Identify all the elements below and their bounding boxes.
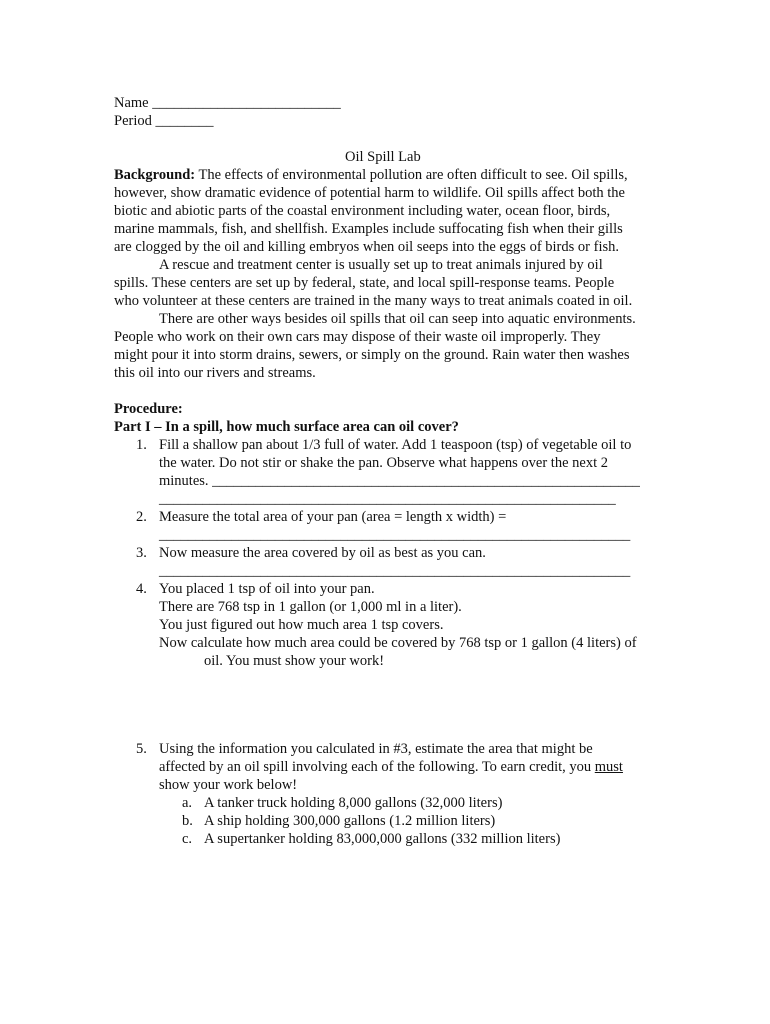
item-number: 1. (136, 437, 147, 453)
must-emphasis: must (594, 759, 623, 775)
item-text: Measure the total area of your pan (area = length x width) = (159, 509, 507, 525)
background-line: spills. These centers are set up by federal, state, and local spill-response teams. People (114, 275, 615, 291)
subitem-letter: c. (182, 831, 193, 847)
item-number: 2. (136, 509, 147, 525)
item-number: 4. (136, 581, 147, 597)
item-number: 5. (136, 741, 147, 757)
subitem-text: A ship holding 300,000 gallons (1.2 million liters) (204, 813, 496, 829)
item-text (159, 758, 623, 776)
answer-line[interactable]: _______________________________________________________________ (159, 491, 616, 507)
item-text: You placed 1 tsp of oil into your pan. (159, 581, 375, 597)
name-field[interactable]: Name __________________________ (114, 95, 341, 111)
background-line: however, show dramatic evidence of potential harm to wildlife. Oil spills affect both the (114, 185, 625, 201)
subitem-text: A tanker truck holding 8,000 gallons (32,000 liters) (204, 795, 503, 811)
period-field[interactable]: Period ________ (114, 113, 214, 129)
background-line: are clogged by the oil and killing embryos when oil seeps into the eggs of birds or fish. (114, 239, 619, 255)
subitem-text: A supertanker holding 83,000,000 gallons (332 million liters) (204, 831, 561, 847)
subitem-letter: b. (182, 813, 193, 829)
answer-line[interactable]: minutes. ___________________________________________________________ (159, 473, 640, 489)
background-first-line (114, 166, 628, 184)
background-line: A rescue and treatment center is usually set up to treat animals injured by oil (159, 257, 603, 273)
background-line: who volunteer at these centers are trained in the many ways to treat animals coated in oil. (114, 293, 633, 309)
item-text: Using the information you calculated in #3, estimate the area that might be (159, 741, 593, 757)
background-line: marine mammals, fish, and shellfish. Examples include suffocating fish when their gills (114, 221, 623, 237)
background-line: biotic and abiotic parts of the coastal environment including water, ocean floor, birds, (114, 203, 611, 219)
item-text: You just figured out how much area 1 tsp covers. (159, 617, 444, 633)
background-text: The effects of environmental pollution are often difficult to see. Oil spills, (198, 167, 628, 183)
item-text: Fill a shallow pan about 1/3 full of water. Add 1 teaspoon (tsp) of vegetable oil to (159, 437, 632, 453)
item-text: There are 768 tsp in 1 gallon (or 1,000 ml in a liter). (159, 599, 462, 615)
item-text: oil. You must show your work! (204, 653, 385, 669)
page-title: Oil Spill Lab (345, 149, 421, 165)
item-number: 3. (136, 545, 147, 561)
background-line: There are other ways besides oil spills that oil can seep into aquatic environments. (159, 311, 636, 327)
background-heading: Background: (114, 167, 196, 183)
part-one-heading: Part I – In a spill, how much surface area can oil cover? (114, 419, 459, 435)
subitem-letter: a. (182, 795, 193, 811)
answer-line[interactable]: _________________________________________________________________ (159, 527, 631, 543)
item-text: show your work below! (159, 777, 298, 793)
item-text: Now calculate how much area could be covered by 768 tsp or 1 gallon (4 liters) of (159, 635, 637, 651)
background-line: this oil into our rivers and streams. (114, 365, 316, 381)
background-line: People who work on their own cars may dispose of their waste oil improperly. They (114, 329, 601, 345)
answer-line[interactable]: _________________________________________________________________ (159, 563, 631, 579)
background-line: might pour it into storm drains, sewers, or simply on the ground. Rain water then washes (114, 347, 630, 363)
item-text-part: affected by an oil spill involving each of the following. To earn credit, you (159, 759, 595, 775)
procedure-heading: Procedure: (114, 401, 183, 417)
item-text: Now measure the area covered by oil as best as you can. (159, 545, 486, 561)
item-text: the water. Do not stir or shake the pan. Observe what happens over the next 2 (159, 455, 608, 471)
